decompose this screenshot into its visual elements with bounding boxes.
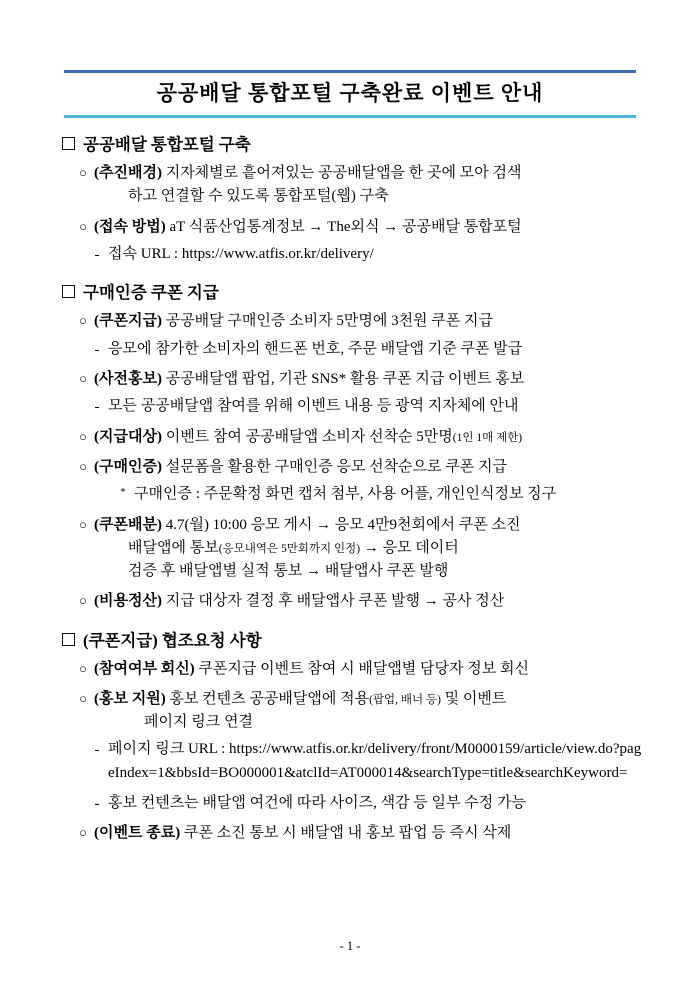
section-3 (56, 627, 644, 846)
dash-bullet-icon: - (94, 399, 100, 416)
dash-bullet-icon: - (94, 246, 100, 263)
square-bullet-icon (62, 285, 75, 298)
list-item-body (94, 426, 644, 449)
list-item-body (94, 162, 644, 209)
asterisk-bullet-icon: * (120, 486, 126, 499)
list-item-text: 지자체별로 흩어져있는 공공배달앱을 한 곳에 모아 검색 (165, 165, 522, 182)
list-item-text: 공공배달 구매인증 소비자 5만명에 3천원 쿠폰 지급 (165, 313, 494, 330)
list-item-body (94, 590, 644, 613)
page-title: 공공배달 통합포털 구축완료 이벤트 안내 (156, 81, 544, 105)
circle-bullet-icon: ○ (79, 218, 87, 234)
list-item-text: 접속 URL : https://www.atfis.or.kr/delivery/ (108, 245, 374, 262)
list-item (72, 162, 644, 209)
list-item-continuation: 하고 연결할 수 있도록 통합포털(웹) 구축 (128, 188, 389, 205)
list-item-label: (이벤트 종료) (94, 825, 181, 842)
list-item (72, 688, 644, 735)
list-item-body (94, 456, 644, 479)
list-item (72, 822, 644, 845)
list-item-text: aT 식품산업통계정보 → The외식 → 공공배달 통합포털 (169, 218, 522, 235)
list-item (72, 456, 644, 479)
list-item-text: 홍보 컨텐츠는 배달앱 여건에 따라 사이즈, 색감 등 일부 수정 가능 (108, 794, 526, 811)
circle-bullet-icon: ○ (79, 660, 87, 676)
list-item-label: (쿠폰지급) (94, 313, 162, 330)
list-item-note: (팝업, 배너 등) (369, 693, 441, 706)
list-item-label: (비용정산) (94, 593, 162, 610)
list-item (72, 310, 644, 333)
list-item-body (94, 216, 644, 239)
section-3-heading-text: (쿠폰지급) 협조요청 사항 (83, 630, 262, 650)
list-item (86, 792, 644, 816)
list-item-label: (사전홍보) (94, 371, 162, 388)
list-item-label: (홍보 지원) (94, 690, 166, 707)
list-item-text: 응모에 참가한 소비자의 핸드폰 번호, 주문 배달앱 기준 쿠폰 발급 (108, 340, 523, 357)
list-item (72, 216, 644, 239)
list-item (72, 426, 644, 449)
square-bullet-icon (62, 633, 75, 646)
list-item-text-after: 및 이벤트 (440, 690, 507, 707)
list-item-label: (구매인증) (94, 459, 162, 476)
list-item-text: 공공배달앱 팝업, 기관 SNS* 활용 쿠폰 지급 이벤트 홍보 (165, 371, 525, 388)
title-bottom-rule (64, 115, 636, 118)
section-3-heading (62, 627, 644, 651)
dash-bullet-icon: - (94, 341, 100, 358)
list-item-text: 쿠폰지급 이벤트 참여 시 배달앱별 담당자 정보 회신 (198, 660, 529, 677)
list-item-continuation-2: 검증 후 배달앱별 실적 통보 → 배달앱사 쿠폰 발행 (128, 563, 449, 580)
list-item-body (94, 688, 644, 735)
list-item-label: (지급대상) (94, 428, 162, 445)
list-item-label: (접속 방법) (94, 218, 166, 235)
list-item (72, 658, 644, 681)
list-item-label: (쿠폰배분) (94, 516, 162, 533)
list-item-text: 지급 대상자 결정 후 배달앱사 쿠폰 발행 → 공사 정산 (165, 593, 505, 610)
circle-bullet-icon: ○ (79, 313, 87, 329)
section-1 (56, 131, 644, 266)
list-item-body (94, 310, 644, 333)
list-item-continuation: 페이지 링크 연결 (144, 714, 253, 731)
circle-bullet-icon: ○ (79, 428, 87, 444)
list-item-text: 구매인증 : 주문확정 화면 캡처 첨부, 사용 어플, 개인인식정보 징구 (134, 486, 557, 503)
list-item-continuation (128, 537, 644, 560)
continuation-note: (응모내역은 5만회까지 인정) (218, 542, 361, 555)
continuation-after: → 응모 데이터 (360, 539, 459, 556)
list-item-text: 페이지 링크 URL : https://www.atfis.or.kr/delivery/front/M0000159/article/view.do?pageIndex=1&bbsId=BO000001&atclId=AT000014&searchType=title&searchKeyword= (108, 741, 642, 781)
list-item-label: (추진배경) (94, 165, 162, 182)
list-item-body (94, 822, 644, 845)
list-item-text: 홍보 컨텐츠 공공배달앱에 적용 (169, 690, 370, 707)
list-item (86, 738, 644, 785)
section-1-heading-text: 공공배달 통합포털 구축 (83, 135, 251, 155)
list-item (72, 368, 644, 391)
circle-bullet-icon: ○ (79, 516, 87, 532)
list-item (112, 483, 644, 506)
continuation-text: 배달앱에 통보 (128, 539, 219, 556)
dash-bullet-icon: - (94, 795, 100, 812)
list-item-body (94, 368, 644, 391)
list-item (72, 514, 644, 584)
circle-bullet-icon: ○ (79, 165, 87, 181)
list-item-text: 이벤트 참여 공공배달앱 소비자 선착순 5만명 (165, 428, 453, 445)
dash-bullet-icon: - (94, 742, 100, 759)
square-bullet-icon (62, 137, 75, 150)
list-item (86, 395, 644, 419)
list-item-body (94, 514, 644, 584)
page-number: - 1 - (339, 939, 361, 953)
list-item-text: 쿠폰 소진 통보 시 배달앱 내 홍보 팝업 등 즉시 삭제 (183, 825, 512, 842)
section-2 (56, 279, 644, 613)
list-item (86, 243, 644, 267)
document-title-block (64, 70, 636, 118)
list-item-body (94, 658, 644, 681)
list-item (86, 338, 644, 362)
section-2-heading (62, 279, 644, 303)
circle-bullet-icon: ○ (79, 459, 87, 475)
section-1-heading (62, 131, 644, 155)
circle-bullet-icon: ○ (79, 825, 87, 841)
list-item-label: (참여여부 회신) (94, 660, 195, 677)
circle-bullet-icon: ○ (79, 371, 87, 387)
circle-bullet-icon: ○ (79, 593, 87, 609)
list-item-note: (1인 1매 제한) (452, 431, 523, 444)
section-2-heading-text: 구매인증 쿠폰 지급 (83, 283, 219, 303)
list-item-text: 모든 공공배달앱 참여를 위해 이벤트 내용 등 광역 지자체에 안내 (108, 398, 519, 415)
list-item-text: 4.7(월) 10:00 응모 게시 → 응모 4만9천회에서 쿠폰 소진 (165, 516, 521, 533)
list-item-text: 설문폼을 활용한 구매인증 응모 선착순으로 쿠폰 지급 (165, 459, 507, 476)
list-item (72, 590, 644, 613)
circle-bullet-icon: ○ (79, 690, 87, 706)
